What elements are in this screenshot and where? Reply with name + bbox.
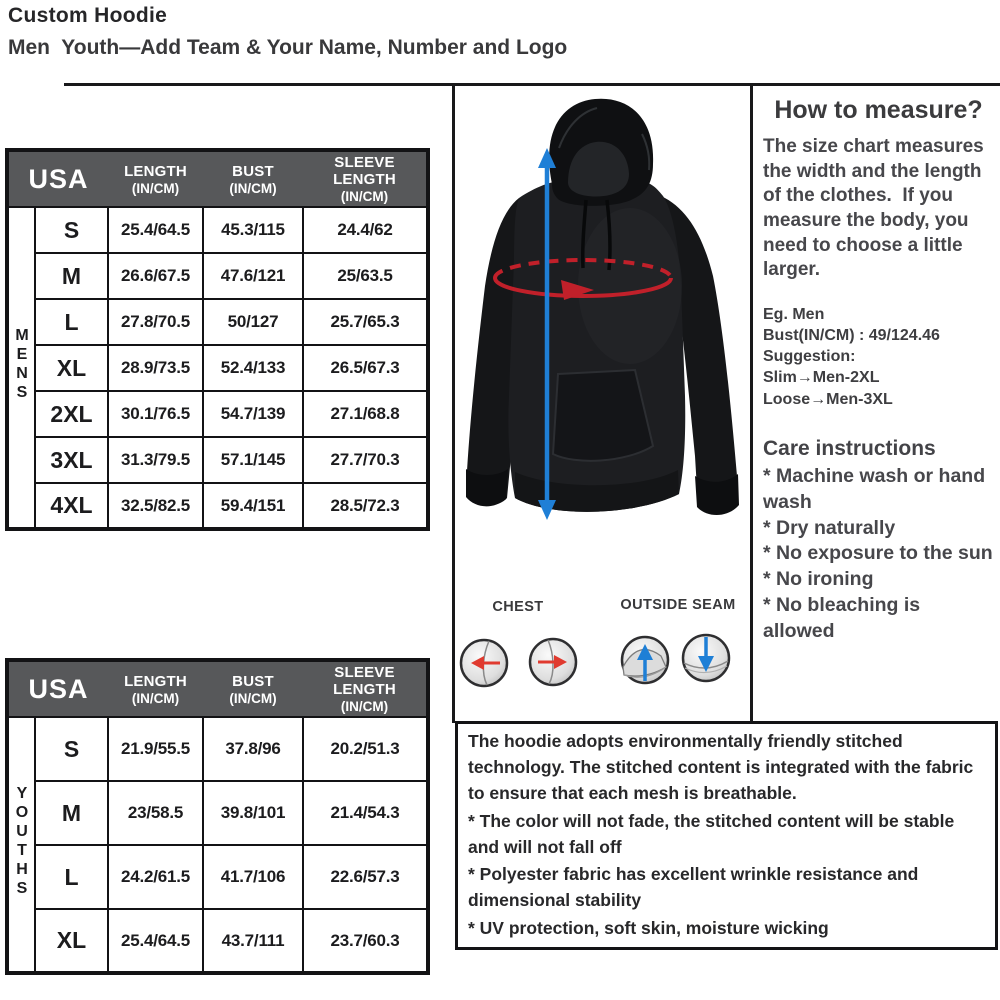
length-cell: 28.9/73.5 xyxy=(108,345,203,391)
chest-arrow-left-icon xyxy=(461,640,507,686)
suggestion-line: Suggestion: xyxy=(763,348,856,366)
suggestion-line: Slim→Men-2XL xyxy=(763,369,880,387)
description-paragraph: * UV protection, soft skin, moisture wicking xyxy=(468,918,829,939)
sleeve-cell: 23.7/60.3 xyxy=(303,909,428,973)
size-cell: M xyxy=(35,253,108,299)
mens-header-sleeve xyxy=(303,150,428,207)
bust-cell: 43.7/111 xyxy=(203,909,303,973)
bust-cell: 59.4/151 xyxy=(203,483,303,529)
suggestion-line: Bust(IN/CM) : 49/124.46 xyxy=(763,327,940,345)
col-title: SLEEVE LENGTH xyxy=(333,154,396,188)
col-unit: (IN/CM) xyxy=(229,690,277,706)
length-cell: 23/58.5 xyxy=(108,781,203,845)
bust-cell: 54.7/139 xyxy=(203,391,303,437)
bust-cell: 57.1/145 xyxy=(203,437,303,483)
length-cell: 31.3/79.5 xyxy=(108,437,203,483)
how-to-measure-panel xyxy=(763,96,994,645)
col-unit: (IN/CM) xyxy=(229,180,277,196)
mens-header-length xyxy=(108,150,203,207)
bust-cell: 37.8/96 xyxy=(203,717,303,781)
product-description-box xyxy=(455,721,998,950)
care-item: * Machine wash or hand wash xyxy=(763,464,986,513)
how-to-measure-body: The size chart measures the width and the length of the clothes. If you measure the body, you need to choose a little larger. xyxy=(763,136,989,281)
description-paragraph: * Polyester fabric has excellent wrinkle resistance and dimensional stability xyxy=(468,864,919,911)
sleeve-cell: 22.6/57.3 xyxy=(303,845,428,909)
bust-cell: 52.4/133 xyxy=(203,345,303,391)
col-title: BUST xyxy=(232,162,274,180)
mens-header-usa: USA xyxy=(7,150,108,207)
length-cell: 24.2/61.5 xyxy=(108,845,203,909)
suggestion-line: Loose→Men-3XL xyxy=(763,390,893,408)
suggestion-line: Eg. Men xyxy=(763,306,825,324)
care-item: * No exposure to the sun xyxy=(763,542,993,565)
length-cell: 32.5/82.5 xyxy=(108,483,203,529)
col-title: BUST xyxy=(232,672,274,690)
table-row xyxy=(7,437,428,483)
mens-group-label xyxy=(7,207,35,529)
col-unit: (IN/CM) xyxy=(340,189,389,204)
table-row xyxy=(7,207,428,253)
measure-icons-panel xyxy=(455,583,750,721)
size-cell: M xyxy=(35,781,108,845)
measure-icons-graphic xyxy=(455,583,750,721)
col-unit: (IN/CM) xyxy=(340,699,389,714)
care-item: * Dry naturally xyxy=(763,516,896,539)
care-item: * No ironing xyxy=(763,568,874,591)
youths-group-label xyxy=(7,717,35,973)
col-title: LENGTH xyxy=(124,672,187,690)
col-unit: (IN/CM) xyxy=(131,690,180,706)
sleeve-cell: 20.2/51.3 xyxy=(303,717,428,781)
mens-group-text: MENS xyxy=(13,327,31,403)
youths-header-sleeve xyxy=(303,660,428,717)
youths-group-text: YOUTHS xyxy=(13,785,31,899)
bust-cell: 47.6/121 xyxy=(203,253,303,299)
sleeve-cell: 24.4/62 xyxy=(303,207,428,253)
how-to-measure-heading: How to measure? xyxy=(774,96,983,124)
length-cell: 25.4/64.5 xyxy=(108,207,203,253)
outside-seam-label: OUTSIDE SEAM xyxy=(620,597,736,613)
bust-cell: 39.8/101 xyxy=(203,781,303,845)
table-row xyxy=(7,909,428,973)
youths-size-table xyxy=(5,658,430,975)
care-item: * No bleaching is allowed xyxy=(763,594,921,643)
length-cell: 30.1/76.5 xyxy=(108,391,203,437)
chest-arrow-right-icon xyxy=(530,639,576,685)
sleeve-cell: 26.5/67.3 xyxy=(303,345,428,391)
size-cell: XL xyxy=(35,345,108,391)
table-row xyxy=(7,391,428,437)
description-paragraph: The hoodie adopts environmentally friendly stitched technology. The stitched content is integrated with the fabric to ensure that each mesh is breathable. xyxy=(468,731,974,803)
mens-table-header-row xyxy=(7,150,428,207)
size-cell: 3XL xyxy=(35,437,108,483)
length-cell: 25.4/64.5 xyxy=(108,909,203,973)
care-instructions-heading: Care instructions xyxy=(763,436,936,460)
length-cell: 27.8/70.5 xyxy=(108,299,203,345)
length-cell: 21.9/55.5 xyxy=(108,717,203,781)
sleeve-cell: 27.1/68.8 xyxy=(303,391,428,437)
table-row xyxy=(7,781,428,845)
size-cell: L xyxy=(35,845,108,909)
col-title: LENGTH xyxy=(124,162,187,180)
size-cell: S xyxy=(35,717,108,781)
hoodie-product-image xyxy=(455,86,751,582)
size-cell: S xyxy=(35,207,108,253)
col-unit: (IN/CM) xyxy=(131,180,180,196)
sleeve-cell: 21.4/54.3 xyxy=(303,781,428,845)
seam-arrow-up-icon xyxy=(622,637,668,683)
table-row xyxy=(7,483,428,529)
description-paragraph: * The color will not fade, the stitched content will be stable and will not fall off xyxy=(468,810,955,857)
table-row xyxy=(7,845,428,909)
size-cell: L xyxy=(35,299,108,345)
youths-header-bust xyxy=(203,660,303,717)
table-row xyxy=(7,717,428,781)
mens-size-table xyxy=(5,148,430,531)
table-row xyxy=(7,299,428,345)
page-subtitle: Men Youth—Add Team & Your Name, Number and Logo xyxy=(8,36,568,59)
youths-header-length xyxy=(108,660,203,717)
sleeve-cell: 28.5/72.3 xyxy=(303,483,428,529)
size-cell: 2XL xyxy=(35,391,108,437)
page-title: Custom Hoodie xyxy=(8,4,168,27)
col-title: SLEEVE LENGTH xyxy=(333,664,396,698)
sleeve-cell: 25/63.5 xyxy=(303,253,428,299)
sleeve-cell: 25.7/65.3 xyxy=(303,299,428,345)
table-row xyxy=(7,253,428,299)
size-cell: XL xyxy=(35,909,108,973)
youths-header-usa: USA xyxy=(7,660,108,717)
bust-cell: 45.3/115 xyxy=(203,207,303,253)
chest-label: CHEST xyxy=(492,599,544,615)
seam-arrow-down-icon xyxy=(683,635,729,681)
sleeve-cell: 27.7/70.3 xyxy=(303,437,428,483)
bust-cell: 41.7/106 xyxy=(203,845,303,909)
size-suggestion-block xyxy=(763,304,994,410)
youths-table-header-row xyxy=(7,660,428,717)
size-cell: 4XL xyxy=(35,483,108,529)
table-row xyxy=(7,345,428,391)
length-cell: 26.6/67.5 xyxy=(108,253,203,299)
mens-header-bust xyxy=(203,150,303,207)
bust-cell: 50/127 xyxy=(203,299,303,345)
